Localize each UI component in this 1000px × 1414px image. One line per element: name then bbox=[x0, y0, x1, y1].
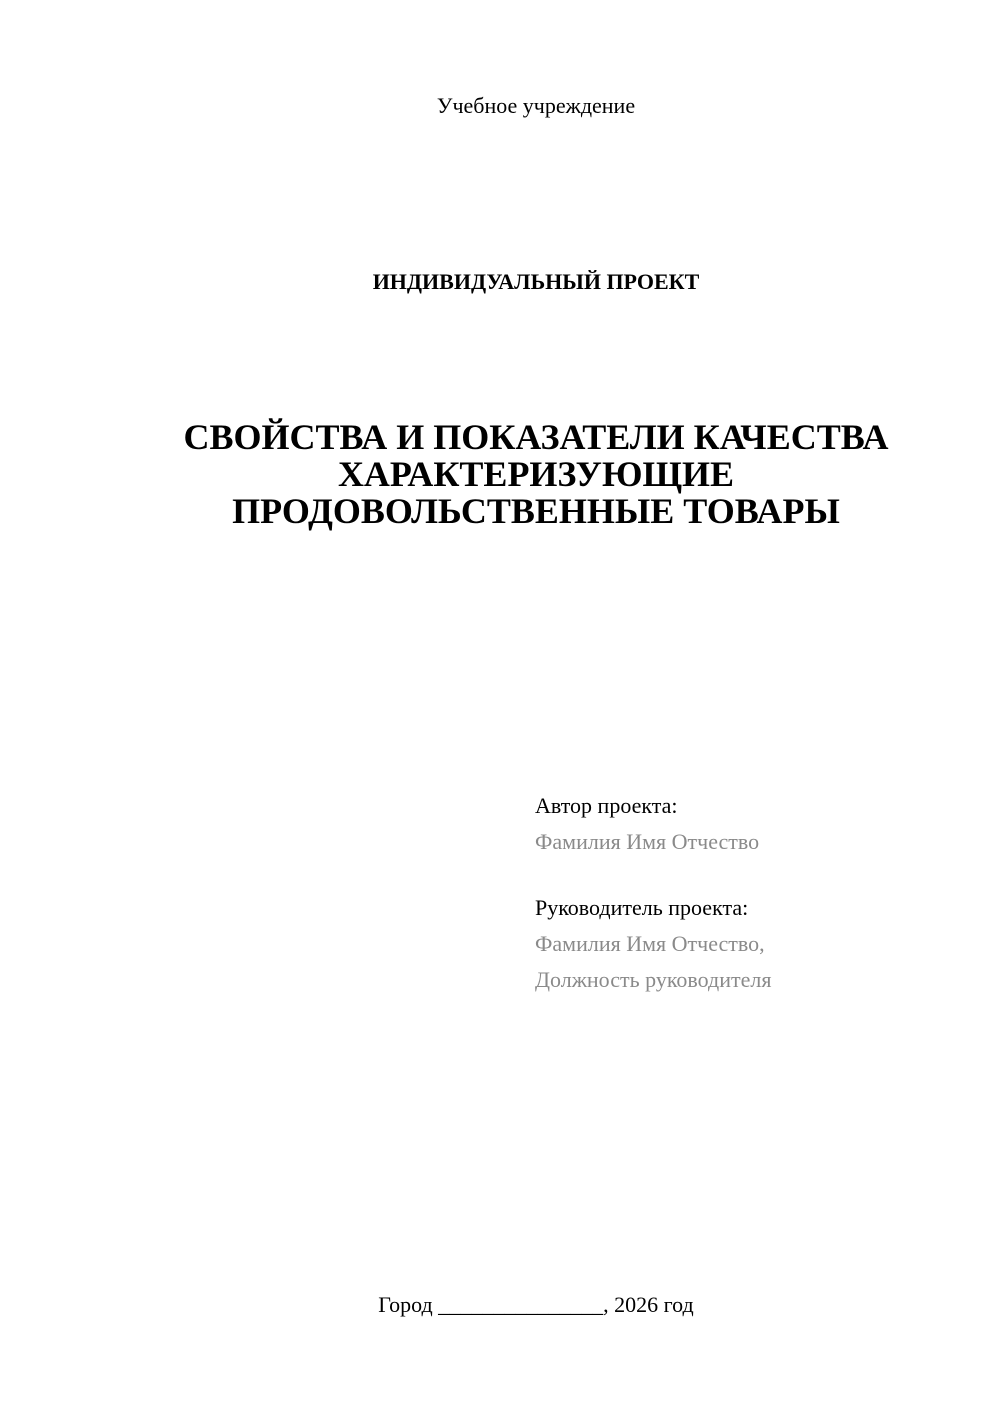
supervisor-name: Фамилия Имя Отчество, bbox=[535, 931, 765, 956]
author-label: Автор проекта: bbox=[535, 793, 678, 818]
project-credits bbox=[535, 788, 975, 998]
institution-name: Учебное учреждение bbox=[436, 93, 636, 118]
city-year-line: Город _______________, 2026 год bbox=[378, 1292, 694, 1317]
supervisor-label: Руководитель проекта: bbox=[535, 895, 749, 920]
project-title-line-1: СВОЙСТВА И ПОКАЗАТЕЛИ КАЧЕСТВА bbox=[183, 417, 889, 457]
author-name: Фамилия Имя Отчество bbox=[535, 829, 760, 854]
supervisor-position: Должность руководителя bbox=[535, 967, 772, 992]
credits-spacer bbox=[535, 860, 975, 890]
project-type-heading: ИНДИВИДУАЛЬНЫЙ ПРОЕКТ bbox=[372, 269, 700, 294]
project-title bbox=[0, 419, 1000, 530]
project-title-line-2: ХАРАКТЕРИЗУЮЩИЕ bbox=[337, 454, 735, 494]
project-title-line-3: ПРОДОВОЛЬСТВЕННЫЕ ТОВАРЫ bbox=[232, 491, 840, 531]
